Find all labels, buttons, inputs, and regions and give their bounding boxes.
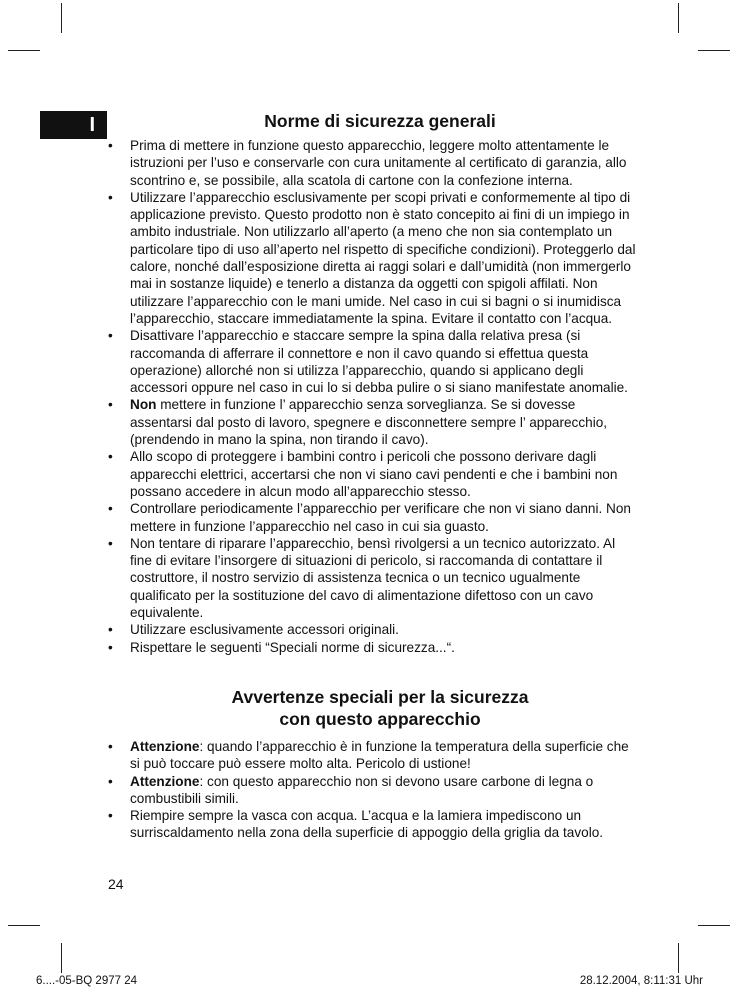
item-text: Rispettare le seguenti “Speciali norme di sicurezza...“.	[130, 639, 455, 655]
footer-timestamp: 28.12.2004, 8:11:31 Uhr	[579, 975, 703, 987]
emphasis: Attenzione	[130, 773, 200, 789]
item-text: mettere in funzione l’ apparecchio senza sorveglianza. Se si dovesse assentarsi dal posto di lavoro, spegnere e disconnettere sempre l’ apparecchio, (prendendo in mano la spina, non tirando il cavo).	[130, 397, 608, 448]
list-item	[108, 189, 640, 327]
crop-mark	[678, 943, 679, 973]
list-item	[108, 773, 640, 808]
item-text: Non tentare di riparare l’apparecchio, bensì rivolgersi a un tecnico autorizzato. Al fine di evitare l’insorgere di situazioni di pericolo, si raccomanda di contattare il costruttore, il nostro servizio di assistenza tecnica o un tecnico ugualmente qualificato per la sostituzione del cavo di alimentazione difettoso con un cavo equivalente.	[130, 535, 616, 621]
crop-mark	[61, 3, 62, 33]
crop-mark	[8, 925, 40, 926]
heading-line: Avvertenze speciali per la sicurezza	[231, 687, 529, 707]
emphasis: Non	[130, 397, 157, 413]
special-safety-list	[108, 738, 640, 842]
heading-line: con questo apparecchio	[279, 709, 481, 729]
list-item	[108, 137, 640, 189]
general-safety-heading: Norme di sicurezza generali	[264, 111, 496, 131]
special-safety-heading	[120, 686, 640, 730]
list-item	[108, 738, 640, 773]
emphasis: Attenzione	[130, 739, 200, 754]
general-safety-list	[108, 137, 640, 656]
item-text: Disattivare l’apparecchio e staccare sempre la spina dalla relativa presa (si raccomanda di afferrare il connettore e non il cavo quando si effettua questa operazione) allorché non si utilizza l’apparecchio, quando si applicano degli accessori oppure nel caso in cui lo si debba pulire o si siano manifestate anomalie.	[130, 328, 628, 396]
list-item	[108, 396, 640, 448]
item-text: Utilizzare l’apparecchio esclusivamente per scopi privati e conformemente al tipo di applicazione previsto. Questo prodotto non è stato concepito ai fini di un impiego in ambito industriale. Non utilizzarlo all’aperto (a meno che non sia contemplato un particolare tipo di uso all’aperto nel rispetto di specifiche condizioni). Proteggerlo dal calore, nonché dall’esposizione diretta ai raggi solari e dall’umidità (non immergerlo mai in sostanze liquide) e tenerlo a distanza da oggetti con spigoli affilati. Non utilizzare l’apparecchio con le mani umide. Nel caso in cui si bagni o si inumidisca l’apparecchio, staccare immediatamente la spina. Evitare il contatto con l’acqua.	[130, 189, 636, 326]
list-item	[108, 448, 640, 500]
item-text: : quando l’apparecchio è in funzione la temperatura della superficie che si può toccare può essere molto alta. Pericolo di ustione!	[130, 739, 629, 772]
crop-mark	[698, 50, 730, 51]
crop-mark	[678, 3, 679, 33]
list-item	[108, 639, 640, 656]
crop-mark	[8, 50, 40, 51]
crop-mark	[61, 943, 62, 973]
item-text: Allo scopo di proteggere i bambini contro i pericoli che possono derivare dagli apparecchi elettrici, accertarsi che non vi siano cavi pendenti e che i bambini non possano accedere in alcun modo all’apparecchio stesso.	[130, 449, 618, 499]
item-text: Controllare periodicamente l’apparecchio per verificare che non vi siano danni. Non mettere in funzione l’apparecchio nel caso in cui sia guasto.	[130, 501, 631, 534]
list-item	[108, 327, 640, 396]
list-item	[108, 500, 640, 535]
item-text: : con questo apparecchio non si devono usare carbone di legna o combustibili simili.	[130, 773, 594, 806]
crop-mark	[698, 925, 730, 926]
footer-file-info: 6....-05-BQ 2977 24	[36, 975, 138, 987]
item-text: Riempire sempre la vasca con acqua. L’acqua e la lamiera impediscono un surriscaldamento nella zona della superficie di appoggio della griglia da tavolo.	[130, 808, 604, 841]
list-item	[108, 535, 640, 621]
list-item	[108, 807, 640, 842]
list-item	[108, 621, 640, 638]
language-tab: I	[40, 111, 107, 139]
page-number: 24	[108, 876, 124, 892]
item-text: Prima di mettere in funzione questo apparecchio, leggere molto attentamente le istruzioni per l’uso e conservarle con cura unitamente al certificato di garanzia, allo scontrino e, se possibile, alla scatola di cartone con la confezione interna.	[130, 138, 627, 188]
item-text: Utilizzare esclusivamente accessori originali.	[130, 622, 399, 638]
